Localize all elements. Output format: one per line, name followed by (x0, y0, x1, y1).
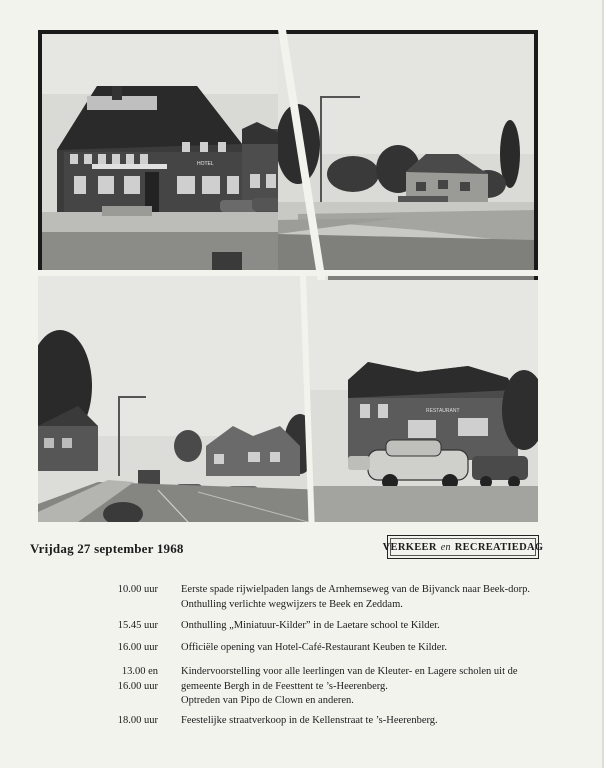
schedule-time: 13.00 en 16.00 uur (117, 666, 158, 692)
street-view-image (38, 276, 328, 522)
schedule-time: 15.45 uur (117, 620, 158, 631)
photo-collage (38, 30, 538, 522)
hotel-building-photo (42, 34, 292, 272)
schedule-time: 18.00 uur (117, 715, 158, 726)
restaurant-image (308, 280, 538, 522)
schedule-time: 16.00 uur (117, 642, 158, 653)
restaurant-sign: RESTAURANT (426, 408, 460, 414)
schedule-description: Eerste spade rijwielpaden langs de Arnhemseweg van de Bijvanck naar Beek-dorp. Onthulling verlichte wegwijzers te Beek en Zeddam. (181, 584, 531, 610)
theme-joiner: en (440, 541, 451, 553)
hotel-building-image (42, 34, 292, 272)
schedule-description: Kindervoorstelling voor alle leerlingen van de Kleuter- en Lagere scholen uit de gemeente Bergh in de Feesttent te ’s-Heerenberg. Optreden van Pipo de Clown en anderen. (181, 666, 518, 706)
theme-part-2: RECREATIEDAG (454, 541, 544, 553)
day-title: Vrijdag 27 september 1968 (30, 541, 184, 556)
schedule-description: Officiële opening van Hotel-Café-Restaurant Keuben te Kilder. (181, 642, 448, 653)
street-view-photo (38, 276, 328, 522)
schedule-time: 10.00 uur (117, 584, 158, 595)
photo-divider (38, 270, 538, 276)
theme-part-1: VERKEER (382, 541, 437, 553)
hotel-cafe-restaurant-photo (308, 280, 538, 522)
hotel-sign: HOTEL (197, 161, 214, 167)
schedule-description: Feestelijke straatverkoop in de Kellenstraat te ’s-Heerenberg. (181, 715, 438, 726)
theme-box (382, 535, 544, 559)
schedule-description: Onthulling „Miniatuur-Kilder” in de Laetare school te Kilder. (181, 620, 440, 631)
